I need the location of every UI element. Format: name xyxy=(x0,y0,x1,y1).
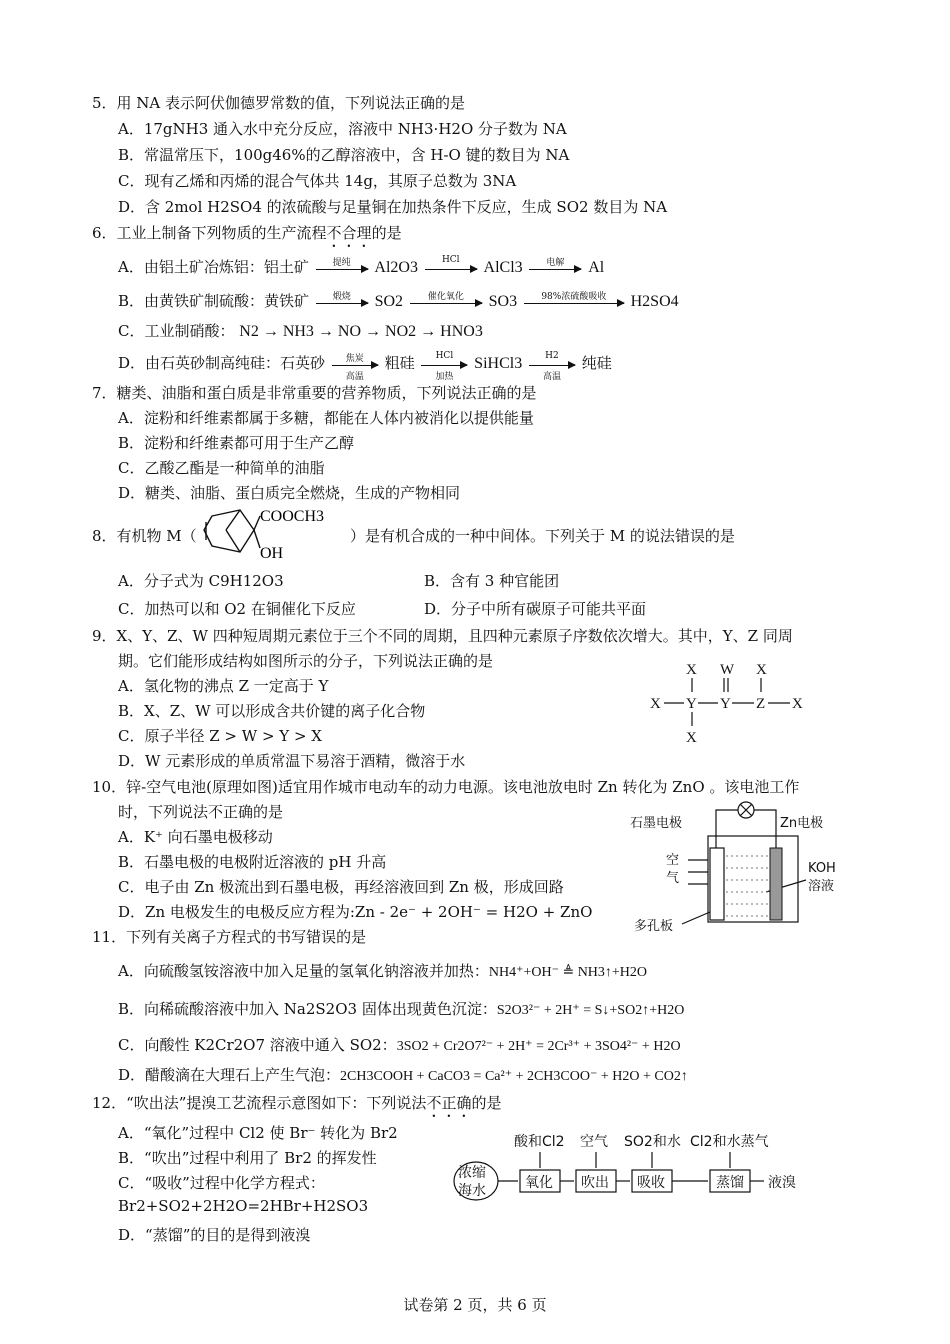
ring xyxy=(204,510,254,552)
q12-flow-diagram xyxy=(450,1130,810,1202)
q6-stem: 6．工业上制备下列物质的生产流程不合理的是 xyxy=(92,224,402,242)
q12-option-c-2: Br2+SO2+2H2O=2HBr+H2SO3 xyxy=(118,1197,369,1215)
arrow: 焦炭 高温 xyxy=(332,363,378,366)
q11-option-a: A．向硫酸氢铵溶液中加入足量的氢氧化钠溶液并加热：NH4⁺+OH⁻ ≜ NH3↑+H2O xyxy=(118,962,648,980)
q5-option-c: C．现有乙烯和丙烯的混合气体共 14g，其原子总数为 3NA xyxy=(118,172,517,190)
arrow: HCl 加热 xyxy=(421,363,467,366)
svg-text:KOH: KOH xyxy=(808,861,836,876)
q9-option-c: C．原子半径 Z > W > Y > X xyxy=(118,727,322,745)
q6-option-a: A．由铝土矿冶炼铝：铝土矿 提纯 Al2O3 HCl AlCl3 电解 Al xyxy=(118,254,605,276)
q12-option-d: D．“蒸馏”的目的是得到液溴 xyxy=(118,1226,311,1244)
svg-text:X: X xyxy=(686,662,697,678)
arrow: H2 高温 xyxy=(529,363,575,366)
q11-option-d: D．醋酸滴在大理石上产生气泡：2CH3COOH + CaCO3 = Ca²⁺ + 2CH3COO⁻ + H2O + CO2↑ xyxy=(118,1066,688,1084)
svg-text:石墨电极: 石墨电极 xyxy=(630,816,683,831)
q10-stem-2: 时，下列说法不正确的是 xyxy=(118,803,284,821)
svg-text:海水: 海水 xyxy=(458,1183,486,1199)
q9-option-d: D．W 元素形成的单质常温下易溶于酒精，微溶于水 xyxy=(118,752,466,770)
svg-text:Y: Y xyxy=(686,696,697,712)
q10-battery-diagram xyxy=(630,796,850,938)
q12-option-a: A．“氧化”过程中 Cl2 使 Br⁻ 转化为 Br2 xyxy=(118,1124,398,1142)
q12-emphasis: 不正确 xyxy=(426,1094,472,1112)
q7-option-b: B．淀粉和纤维素都可用于生产乙醇 xyxy=(118,434,355,452)
q8-option-a: A．分子式为 C9H12O3 xyxy=(118,572,284,590)
arrow: 催化氧化 xyxy=(410,301,482,304)
q12-option-b: B．“吹出”过程中利用了 Br2 的挥发性 xyxy=(118,1149,377,1167)
q5-option-b: B．常温常压下，100g46%的乙醇溶液中，含 H-O 键的数目为 NA xyxy=(118,146,570,164)
svg-text:Cl2和水蒸气: Cl2和水蒸气 xyxy=(690,1134,769,1150)
svg-text:酸和Cl2: 酸和Cl2 xyxy=(514,1134,565,1150)
q6-option-b: B．由黄铁矿制硫酸：黄铁矿 煅烧 SO2 催化氧化 SO3 98%浓硫酸吸收 H2SO4 xyxy=(118,291,679,310)
svg-text:蒸馏: 蒸馏 xyxy=(716,1175,744,1191)
graphite-electrode xyxy=(710,848,724,920)
svg-text:液溴: 液溴 xyxy=(768,1175,796,1191)
q8-option-d: D．分子中所有碳原子可能共平面 xyxy=(424,600,647,618)
q10-option-a: A．K⁺ 向石墨电极移动 xyxy=(118,828,273,846)
svg-text:Zn电极: Zn电极 xyxy=(780,816,824,831)
svg-text:X: X xyxy=(792,696,803,712)
svg-text:多孔板: 多孔板 xyxy=(634,919,674,934)
svg-text:气: 气 xyxy=(666,871,680,886)
q10-option-b: B．石墨电极的电极附近溶液的 pH 升高 xyxy=(118,853,387,871)
svg-text:溶液: 溶液 xyxy=(808,879,835,894)
nitric-acid-chain: N2 → NH3 → NO → NO2 → HNO3 xyxy=(239,323,483,340)
svg-text:X: X xyxy=(756,662,767,678)
q8-stem-post: ）是有机合成的一种中间体。下列关于 M 的说法错误的是 xyxy=(350,527,735,545)
arrow: 煅烧 xyxy=(316,301,368,304)
electrolyte-cell xyxy=(708,836,798,922)
q7-stem: 7．糖类、油脂和蛋白质是非常重要的营养物质，下列说法正确的是 xyxy=(92,384,537,402)
q8-stem-pre: 8．有机物 M（ xyxy=(92,527,197,545)
svg-text:X: X xyxy=(650,696,661,712)
svg-text:SO2和水: SO2和水 xyxy=(624,1134,681,1150)
q11-stem: 11．下列有关离子方程式的书写错误的是 xyxy=(92,928,367,946)
arrow: HCl xyxy=(425,267,477,270)
q5-stem: 5．用 NA 表示阿伏伽德罗常数的值，下列说法正确的是 xyxy=(92,94,466,112)
group-oh: OH xyxy=(260,545,284,562)
page-footer: 试卷第 2 页，共 6 页 xyxy=(403,1296,547,1314)
arrow: 98%浓硫酸吸收 xyxy=(524,301,624,304)
q8-structure xyxy=(196,502,346,564)
arrow: 电解 xyxy=(529,267,581,270)
q9-option-a: A．氢化物的沸点 Z 一定高于 Y xyxy=(118,677,329,695)
q9-structure xyxy=(644,656,814,748)
q5-option-a: A．17gNH3 通入水中充分反应，溶液中 NH3·H2O 分子数为 NA xyxy=(118,120,567,138)
arrow: 提纯 xyxy=(316,267,368,270)
q12-stem: 12．“吹出法”提溴工艺流程示意图如下：下列说法不正确的是 xyxy=(92,1094,502,1112)
q9-option-b: B．X、Z、W 可以形成含共价键的离子化合物 xyxy=(118,702,426,720)
svg-text:X: X xyxy=(686,730,697,746)
q10-stem-1: 10．锌-空气电池(原理如图)适宜用作城市电动车的动力电源。该电池放电时 Zn 转化为 ZnO 。该电池工作 xyxy=(92,778,800,796)
svg-text:氧化: 氧化 xyxy=(525,1175,553,1191)
q10-option-d: D．Zn 电极发生的电极反应方程为:Zn - 2e⁻ + 2OH⁻ = H2O + ZnO xyxy=(118,903,593,921)
q11-option-c: C．向酸性 K2Cr2O7 溶液中通入 SO2：3SO2 + Cr2O7²⁻ + 2H⁺ = 2Cr³⁺ + 3SO4²⁻ + H2O xyxy=(118,1036,681,1054)
svg-text:Z: Z xyxy=(756,696,766,712)
q6-option-d: D．由石英砂制高纯硅：石英砂 焦炭 高温 粗硅 HCl 加热 SiHCl3 H2 高温 纯硅 xyxy=(118,350,612,382)
q9-stem-2: 期。它们能形成结构如图所示的分子，下列说法正确的是 xyxy=(118,652,494,670)
q7-option-d: D．糖类、油脂、蛋白质完全燃烧，生成的产物相同 xyxy=(118,484,461,502)
q7-option-a: A．淀粉和纤维素都属于多糖，都能在人体内被消化以提供能量 xyxy=(118,409,534,427)
svg-text:空: 空 xyxy=(666,853,680,868)
q6-emphasis: 不合理 xyxy=(326,224,372,242)
zinc-electrode xyxy=(770,848,782,920)
q7-option-c: C．乙酸乙酯是一种简单的油脂 xyxy=(118,459,325,477)
q8-option-b: B．含有 3 种官能团 xyxy=(424,572,560,590)
bridge xyxy=(226,530,240,552)
group-cooch3: COOCH3 xyxy=(260,508,325,525)
q12-option-c-1: C．“吸收”过程中化学方程式： xyxy=(118,1174,325,1192)
q11-option-b: B．向稀硫酸溶液中加入 Na2S2O3 固体出现黄色沉淀：S2O3²⁻ + 2H⁺ = S↓+SO2↑+H2O xyxy=(118,1000,685,1018)
q9-stem-1: 9．X、Y、Z、W 四种短周期元素位于三个不同的周期，且四种元素原子序数依次增大。其中，Y、Z 同周 xyxy=(92,627,793,645)
q8-option-c: C．加热可以和 O2 在铜催化下反应 xyxy=(118,600,356,618)
svg-text:吸收: 吸收 xyxy=(637,1175,665,1191)
q5-option-d: D．含 2mol H2SO4 的浓硫酸与足量铜在加热条件下反应，生成 SO2 数目为 NA xyxy=(118,198,668,216)
svg-text:浓缩: 浓缩 xyxy=(458,1165,486,1181)
svg-text:空气: 空气 xyxy=(580,1134,608,1150)
q6-option-c: C．工业制硝酸： N2 → NH3 → NO → NO2 → HNO3 xyxy=(118,322,483,340)
q10-option-c: C．电子由 Zn 极流出到石墨电极，再经溶液回到 Zn 极，形成回路 xyxy=(118,878,564,896)
svg-text:吹出: 吹出 xyxy=(581,1175,609,1191)
svg-text:W: W xyxy=(720,662,735,678)
svg-text:Y: Y xyxy=(720,696,731,712)
